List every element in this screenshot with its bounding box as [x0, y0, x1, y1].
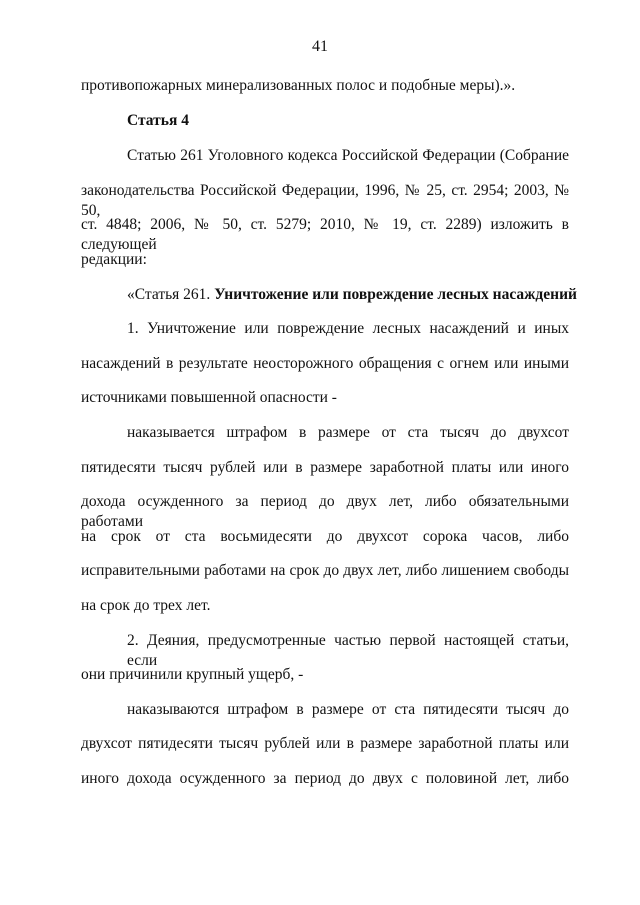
text-line: исправительными работами на срок до двух лет, либо лишением свободы [81, 562, 569, 579]
text-line: ст. 4848; 2006, № 50, ст. 5279; 2010, № 19, ст. 2289) изложить в следующей [81, 216, 569, 253]
text-line: они причинили крупный ущерб, - [81, 666, 304, 683]
text-line: 1. Уничтожение или повреждение лесных насаждений и иных [127, 320, 569, 337]
text-line: дохода осужденного за период до двух лет, либо обязательными работами [81, 493, 569, 530]
text-line: источниками повышенной опасности - [81, 389, 337, 406]
text-line: наказывается штрафом в размере от ста тысяч до двухсот [127, 424, 569, 441]
text-line: на срок от ста восьмидесяти до двухсот сорока часов, либо [81, 528, 569, 545]
page-number: 41 [312, 38, 328, 55]
text-line: 2. Деяния, предусмотренные частью первой настоящей статьи, если [127, 632, 569, 669]
text-line: на срок до трех лет. [81, 597, 211, 614]
article-title-prefix: «Статья 261. [127, 286, 215, 303]
text-line: пятидесяти тысяч рублей или в размере заработной платы или иного [81, 459, 569, 476]
text-line: двухсот пятидесяти тысяч рублей или в размере заработной платы или [81, 735, 569, 752]
text-line: Статью 261 Уголовного кодекса Российской Федерации (Собрание [127, 147, 569, 164]
text-line: противопожарных минерализованных полос и подобные меры).». [81, 77, 516, 94]
text-line: редакции: [81, 251, 147, 268]
text-line: законодательства Российской Федерации, 1996, № 25, ст. 2954; 2003, № 50, [81, 182, 569, 219]
text-line: иного дохода осужденного за период до двух с половиной лет, либо [81, 770, 569, 787]
text-line: насаждений в результате неосторожного обращения с огнем или иными [81, 355, 569, 372]
article-heading: Статья 4 [127, 112, 189, 129]
article-title-line [127, 285, 577, 305]
text-line: наказываются штрафом в размере от ста пятидесяти тысяч до [127, 701, 569, 718]
article-title: Уничтожение или повреждение лесных насаждений [214, 286, 577, 303]
